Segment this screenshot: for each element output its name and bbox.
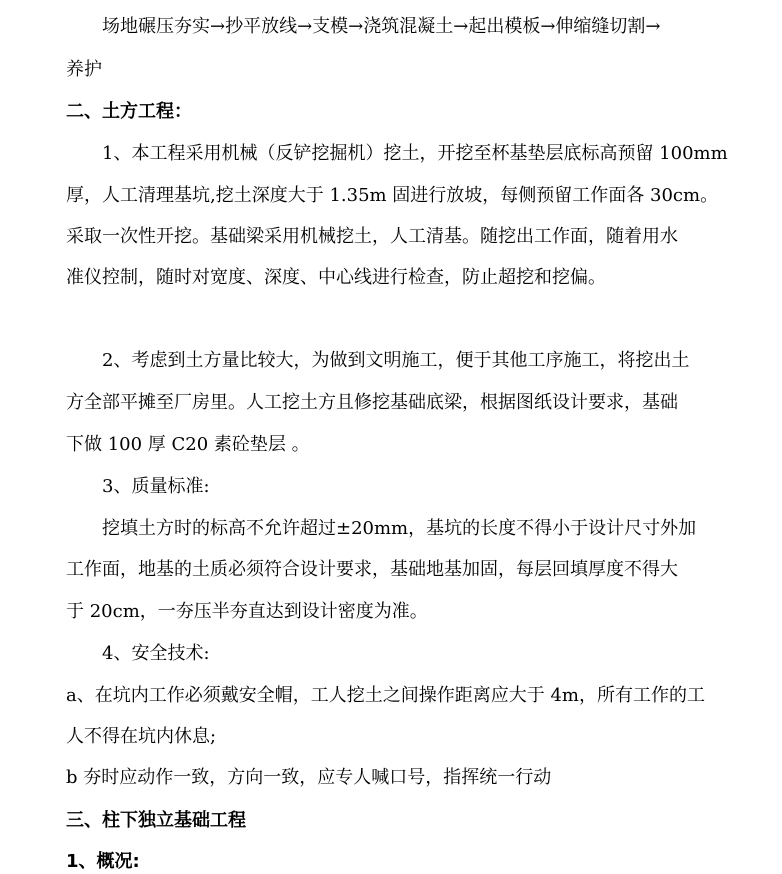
text-line: 4、安全技术: [102, 643, 210, 664]
text-line: 采取一次性开挖。基础梁采用机械挖土，人工清基。随挖出工作面，随着用水 [66, 226, 678, 247]
text-line: 于 20cm，一夯压半夯直达到设计密度为准。 [66, 601, 428, 622]
text-line: 人不得在坑内休息; [66, 726, 217, 747]
text-line: b 夯时应动作一致，方向一致，应专人喊口号，指挥统一行动 [66, 767, 552, 788]
text-line: 3、质量标准: [102, 476, 210, 497]
section-heading: 三、柱下独立基础工程 [66, 810, 246, 831]
section-heading: 二、土方工程： [66, 101, 192, 122]
text-line: 挖填土方时的标高不允许超过±20mm，基坑的长度不得小于设计尺寸外加 [102, 518, 697, 539]
text-line: 方全部平摊至厂房里。人工挖土方且修挖基础底梁，根据图纸设计要求，基础 [66, 392, 678, 413]
text-line: 准仪控制，随时对宽度、深度、中心线进行检查，防止超挖和挖偏。 [66, 267, 606, 288]
text-line: 2、考虑到土方量比较大，为做到文明施工，便于其他工序施工，将挖出土 [102, 350, 690, 371]
text-line: 1、本工程采用机械（反铲挖掘机）挖土，开挖至杯基垫层底标高预留 100mm [102, 143, 728, 164]
subsection-heading: 1、概况: [66, 851, 140, 872]
text-line: 下做 100 厚 C20 素砼垫层 。 [66, 434, 310, 455]
text-line: a、在坑内工作必须戴安全帽，工人挖土之间操作距离应大于 4m，所有工作的工 [66, 685, 705, 706]
text-line: 场地碾压夯实→抄平放线→支模→浇筑混凝土→起出模板→伸缩缝切割→ [102, 16, 661, 37]
text-line: 厚，人工清理基坑,挖土深度大于 1.35m 固进行放坡，每侧预留工作面各 30cm。 [66, 185, 719, 206]
text-line: 养护 [66, 59, 102, 80]
text-line: 工作面，地基的土质必须符合设计要求，基础地基加固，每层回填厚度不得大 [66, 559, 678, 580]
